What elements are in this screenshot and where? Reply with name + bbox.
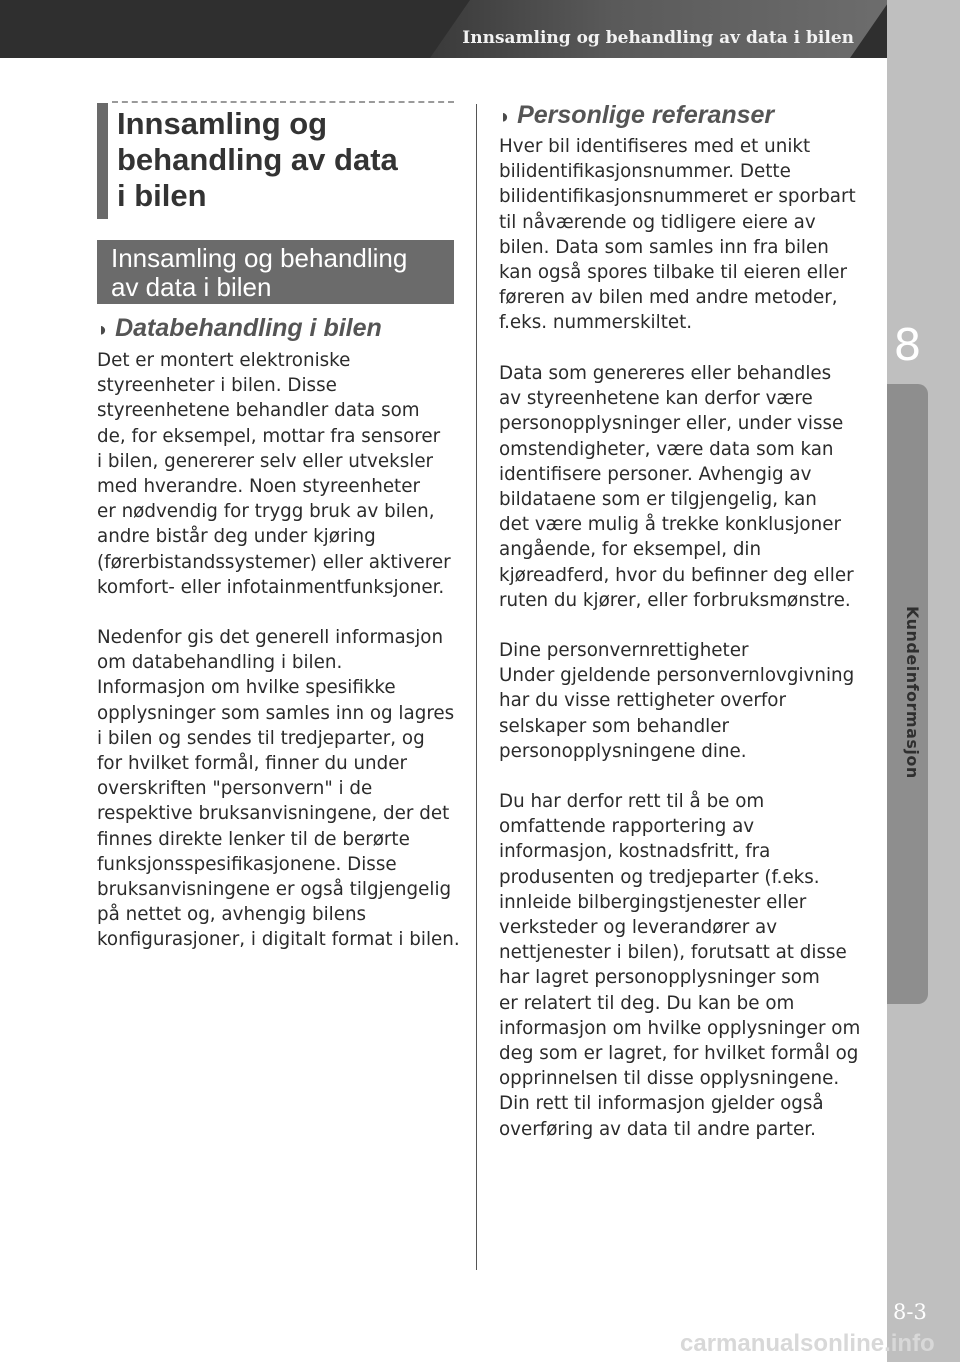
subheading-text: Personlige referanser — [517, 101, 775, 129]
subheading-databehandling — [97, 314, 382, 343]
watermark: carmanualsonline.info — [680, 1330, 935, 1357]
paragraph: Hver bil identifiseres med et unikt bilidentifikasjonsnummer. Dette bilidentifikasjonsnummeret er sporbart til nåværende og tidligere eiere av bilen. Data som samles inn fra bilen kan også spores tilbake til eieren eller føreren av bilen med andre metoder, f.eks. nummerskiltet. — [499, 136, 856, 334]
page-title: Innsamling og behandling av data i bilen — [117, 106, 398, 213]
paragraph: Det er montert elektroniske styreenheter i bilen. Disse styreenhetene behandler data som de, for eksempel, mottar fra sensorer i bilen, genererer selv eller utveksler med hverandre. Noen styreenheter er nødvendig for trygg bruk av bilen, andre bistår deg under kjøring (førerbistandssystemer) eller aktiverer komfort- eller infotainmentfunksjoner. — [97, 350, 451, 598]
bullet-marker-icon: ◗ — [97, 319, 110, 341]
page-number: 8-3 — [893, 1300, 927, 1324]
section-heading: Innsamling og behandling av data i bilen — [111, 243, 408, 302]
chapter-label: Kundeinformasjon — [903, 606, 922, 779]
running-title: Innsamling og behandling av data i bilen — [462, 28, 854, 48]
chapter-number: 8 — [893, 320, 922, 371]
column-divider — [476, 104, 477, 1270]
subheading-personlige-referanser — [499, 101, 774, 130]
paragraph: Nedenfor gis det generell informasjon om databehandling i bilen. Informasjon om hvilke spesifikke opplysninger som samles inn og lagres i bilen og sendes til tredjeparter, og for hvilket formål, finner du under overskriften "personvern" i de respektive bruksanvisningene, der det finnes direkte lenker til de berørte funksjonsspesifikasjonene. Disse bruksanvisningene er også tilgjengelig på nettet og, avhengig bilens konfigurasjoner, i digitalt format i bilen. — [97, 627, 460, 951]
paragraph: Du har derfor rett til å be om omfattende rapportering av informasjon, kostnadsfritt, fra produsenten og tredjeparter (f.eks. innleide bilbergingstjenester eller verksteder og leverandører av nettjenester i bilen), forutsatt at disse har lagret personopplysninger som er relatert til deg. Du kan be om informasjon om hvilke opplysninger om deg som er lagret, for hvilket formål og opprinnelsen til disse opplysningene. Din rett til informasjon gjelder også overføring av data til andre parter. — [499, 791, 861, 1140]
title-accent-bar — [97, 103, 108, 219]
subheading-text: Databehandling i bilen — [115, 314, 382, 342]
bullet-marker-icon: ◗ — [499, 106, 512, 128]
title-dashed-rule — [112, 101, 454, 103]
paragraph: Data som genereres eller behandles av styreenhetene kan derfor være personopplysninger eller, under visse omstendigheter, være data som kan identifisere personer. Avhengig av bildataene som er tilgjengelig, kan det være mulig å trekke konklusjoner angående, for eksempel, din kjøreadferd, hvor du befinner deg eller ruten du kjører, eller forbruksmønstre. — [499, 363, 854, 611]
paragraph: Dine personvernrettigheter Under gjeldende personvernlovgivning har du visse rettigheter overfor selskaper som behandler personopplysningene dine. — [499, 640, 855, 762]
